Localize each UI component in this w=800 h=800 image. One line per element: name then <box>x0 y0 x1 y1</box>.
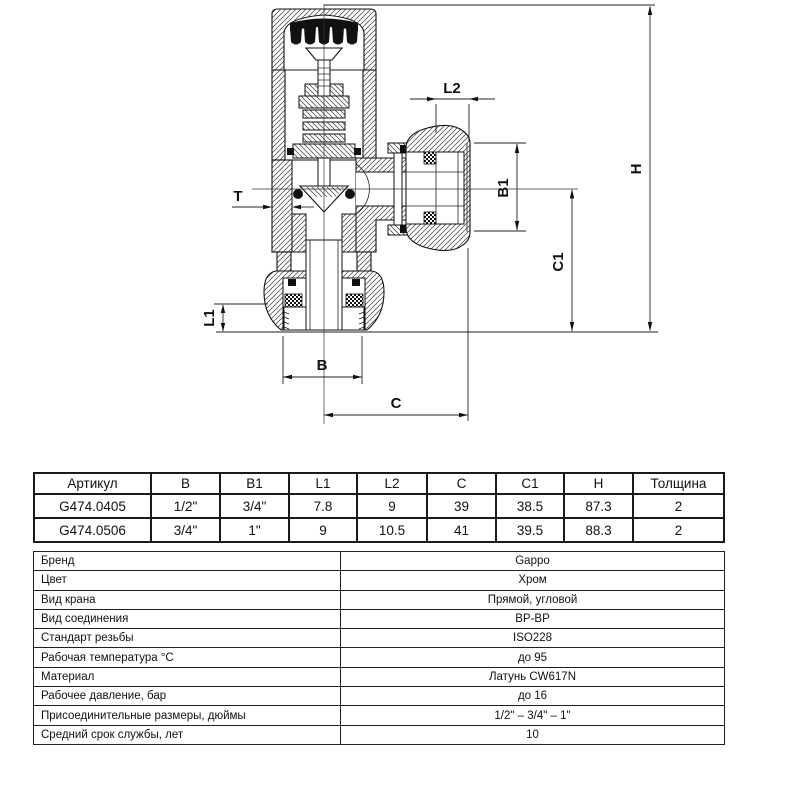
dim-label-C1: C1 <box>550 252 567 272</box>
specs-table <box>33 551 725 745</box>
table-row <box>34 494 724 518</box>
table-cell: 7.8 <box>289 494 357 518</box>
spec-row <box>34 629 725 648</box>
spec-label: Стандарт резьбы <box>34 629 341 648</box>
table-cell: 9 <box>357 494 427 518</box>
column-header: C <box>427 473 496 494</box>
table-cell: 1" <box>220 518 289 542</box>
spec-row <box>34 571 725 590</box>
spec-row <box>34 648 725 667</box>
table-cell: 3/4" <box>151 518 220 542</box>
spec-value: 1/2" – 3/4" – 1" <box>341 706 725 725</box>
dim-label-C: C <box>390 395 402 412</box>
column-header: B1 <box>220 473 289 494</box>
table-cell: G474.0405 <box>34 494 151 518</box>
spec-value: Прямой, угловой <box>341 590 725 609</box>
dimensions-table-header-row <box>34 473 724 494</box>
table-cell: 3/4" <box>220 494 289 518</box>
spec-value: Хром <box>341 571 725 590</box>
table-row <box>34 518 724 542</box>
spec-label: Материал <box>34 667 341 686</box>
table-cell: 38.5 <box>496 494 564 518</box>
column-header: C1 <box>496 473 564 494</box>
dimension-L1 <box>214 304 268 332</box>
spec-value: Gappo <box>341 552 725 571</box>
spec-row <box>34 667 725 686</box>
spec-label: Цвет <box>34 571 341 590</box>
table-cell: 87.3 <box>564 494 633 518</box>
spec-label: Бренд <box>34 552 341 571</box>
column-header: Толщина <box>633 473 724 494</box>
table-cell: 9 <box>289 518 357 542</box>
table-cell: G474.0506 <box>34 518 151 542</box>
spec-value: 10 <box>341 725 725 744</box>
spec-row <box>34 687 725 706</box>
spec-label: Рабочая температура °С <box>34 648 341 667</box>
spec-value: Латунь CW617N <box>341 667 725 686</box>
dim-label-B: B <box>316 357 328 374</box>
spec-row <box>34 609 725 628</box>
spec-row <box>34 590 725 609</box>
dim-label-L1: L1 <box>201 309 218 327</box>
spec-label: Вид крана <box>34 590 341 609</box>
dim-label-H: H <box>628 163 645 175</box>
spec-row <box>34 552 725 571</box>
column-header: L1 <box>289 473 357 494</box>
column-header: B <box>151 473 220 494</box>
table-cell: 10.5 <box>357 518 427 542</box>
spec-value: ВР-ВР <box>341 609 725 628</box>
spec-row <box>34 706 725 725</box>
table-cell: 2 <box>633 494 724 518</box>
outlet-union-nut <box>388 125 470 250</box>
spec-value: до 95 <box>341 648 725 667</box>
valve-cross-section <box>252 4 578 424</box>
table-cell: 39 <box>427 494 496 518</box>
table-cell: 41 <box>427 518 496 542</box>
spec-label: Присоединительные размеры, дюймы <box>34 706 341 725</box>
table-cell: 1/2" <box>151 494 220 518</box>
table-cell: 2 <box>633 518 724 542</box>
column-header: L2 <box>357 473 427 494</box>
dimension-C1 <box>570 189 574 332</box>
spec-row <box>34 725 725 744</box>
dim-label-L2: L2 <box>443 80 461 97</box>
valve-body <box>272 158 408 252</box>
spec-value: до 16 <box>341 687 725 706</box>
spec-value: ISO228 <box>341 629 725 648</box>
spec-label: Средний срок службы, лет <box>34 725 341 744</box>
table-cell: 39.5 <box>496 518 564 542</box>
dimension-H <box>648 6 652 332</box>
column-header: Артикул <box>34 473 151 494</box>
column-header: H <box>564 473 633 494</box>
spec-label: Рабочее давление, бар <box>34 687 341 706</box>
dim-label-T: T <box>233 188 243 205</box>
table-cell: 88.3 <box>564 518 633 542</box>
spec-label: Вид соединения <box>34 609 341 628</box>
dim-label-B1: B1 <box>495 178 512 198</box>
dimensions-table <box>33 472 725 543</box>
